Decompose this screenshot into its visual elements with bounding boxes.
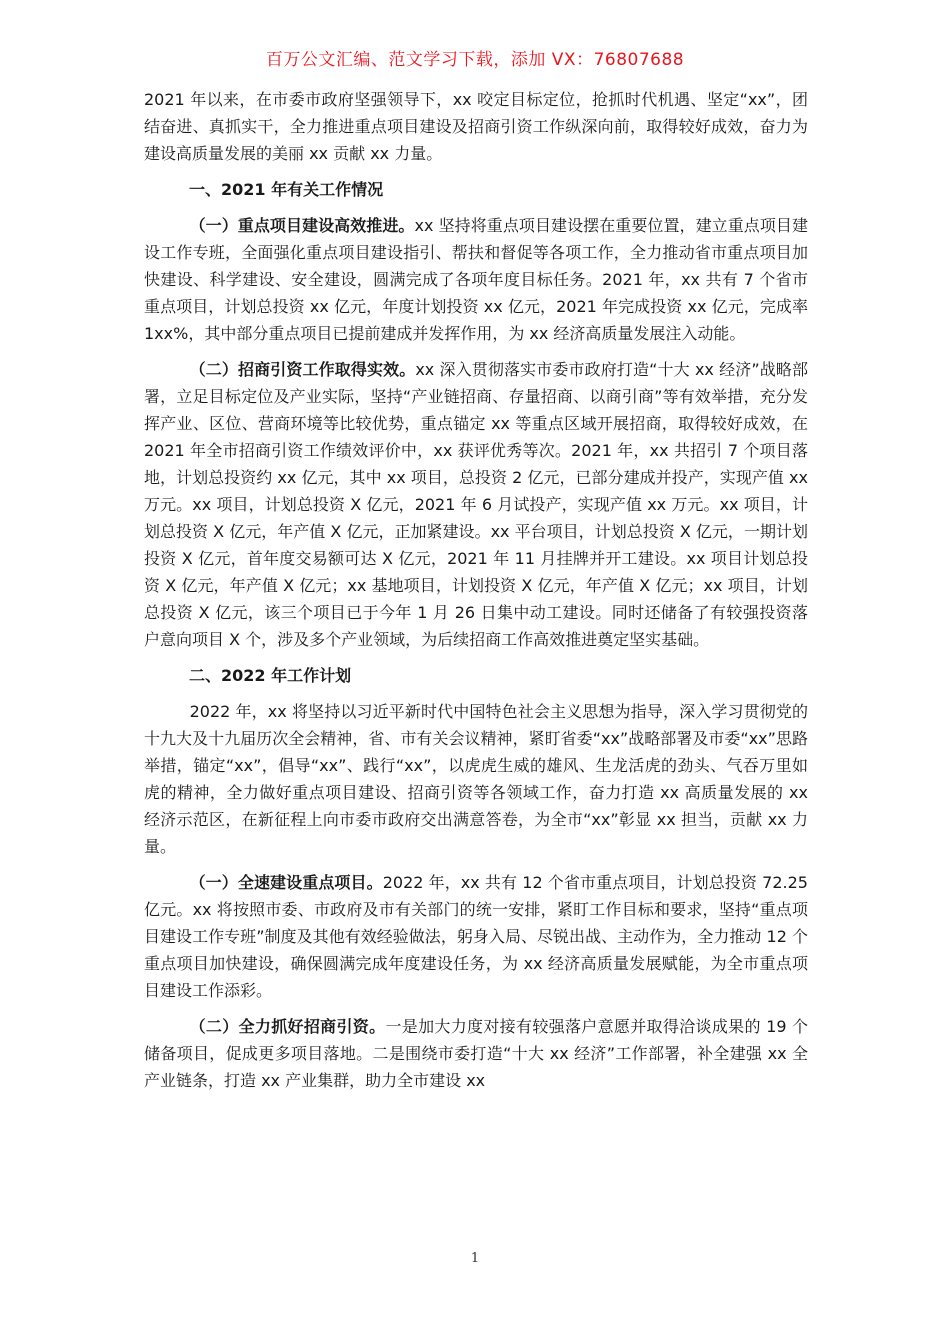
section-2-item-2-lead: （二）全力抓好招商引资。 <box>189 1017 386 1036</box>
page-number: 1 <box>470 1251 480 1266</box>
section-1-item-1-body: xx 坚持将重点项目建设摆在重要位置，建立重点项目建设工作专班，全面强化重点项目建设指引、帮扶和督促等各项工作，全力推动省市重点项目加快建设、科学建设、安全建设，圆满完成了各项年度目标任务。2021 年，xx 共有 7 个省市重点项目，计划总投资 xx 亿元，年度计划投资 xx 亿元，2021 年完成投资 xx 亿元，完成率 1xx%，其中部分重点项目已提前建成并发挥作用，为 xx 经济高质量发展注入动能。 <box>144 216 808 343</box>
watermark-banner: 百万公文汇编、范文学习下载，添加 VX：76807688 <box>265 50 685 70</box>
section-2-item-1-lead: （一）全速建设重点项目。 <box>189 873 383 892</box>
section-1-item-2-body: xx 深入贯彻落实市委市政府打造“十大 xx 经济”战略部署，立足目标定位及产业实际，坚持“产业链招商、存量招商、以商引商”等有效举措，充分发挥产业、区位、营商环境等比较优势，重点锚定 xx 等重点区域开展招商，取得较好成效，在 2021 年全市招商引资工作绩效评价中，xx 获评优秀等次。2021 年，xx 共招引 7 个项目落地，计划总投资约 xx 亿元，其中 xx 项目，总投资 2 亿元，已部分建成并投产，实现产值 xx 万元。xx 项目，计划总投资 X 亿元，2021 年 6 月试投产，实现产值 xx 万元。xx 项目，计划总投资 X 亿元，年产值 X 亿元，正加紧建设。xx 平台项目，计划总投资 X 亿元，一期计划投资 X 亿元，首年度交易额可达 X 亿元，2021 年 11 月挂牌并开工建设。xx 项目计划总投资 X 亿元，年产值 X 亿元；xx 基地项目，计划投资 X 亿元，年产值 X 亿元；xx 项目，计划总投资 X 亿元，该三个项目已于今年 1 月 26 日集中动工建设。同时还储备了有较强投资落户意向项目 X 个，涉及多个产业领域，为后续招商工作高效推进奠定坚实基础。 <box>144 360 808 649</box>
section-1-item-1-lead: （一）重点项目建设高效推进。 <box>189 216 415 235</box>
section-2-item-1-body: 2022 年，xx 共有 12 个省市重点项目，计划总投资 72.25 亿元。xx 将按照市委、市政府及市有关部门的统一安排，紧盯工作目标和要求，坚持“重点项目建设工作专班”制度及其他有效经验做法，躬身入局、尽锐出战、主动作为，全力推动 12 个重点项目加快建设，确保圆满完成年度建设任务，为 xx 经济高质量发展赋能，为全市重点项目建设工作添彩。 <box>144 873 808 1000</box>
section-1-item-1 <box>144 212 808 347</box>
section-1-item-2-lead: （二）招商引资工作取得实效。 <box>189 360 416 379</box>
document-body <box>144 86 808 1094</box>
intro-paragraph: 2021 年以来，在市委市政府坚强领导下，xx 咬定目标定位，抢抓时代机遇、坚定“xx”，团结奋进、真抓实干，全力推进重点项目建设及招商引资工作纵深向前，取得较好成效，奋力为建设高质量发展的美丽 xx 贡献 xx 力量。 <box>144 90 808 163</box>
section-2-item-2 <box>144 1013 808 1094</box>
section-2-item-2-body: 一是加大力度对接有较强落户意愿并取得洽谈成果的 19 个储备项目，促成更多项目落地。二是围绕市委打造“十大 xx 经济”工作部署，补全建强 xx 全产业链条，打造 xx 产业集群，助力全市建设 xx <box>144 1017 808 1090</box>
section-2-heading: 二、2022 年工作计划 <box>189 666 352 685</box>
section-1-item-2 <box>144 356 808 653</box>
section-2-intro: 2022 年，xx 将坚持以习近平新时代中国特色社会主义思想为指导，深入学习贯彻党的十九大及十九届历次全会精神，省、市有关会议精神，紧盯省委“xx”战略部署及市委“xx”思路举措，锚定“xx”，倡导“xx”、践行“xx”，以虎虎生威的雄风、生龙活虎的劲头、气吞万里如虎的精神，全力做好重点项目建设、招商引资等各领域工作，奋力打造 xx 高质量发展的 xx 经济示范区，在新征程上向市委市政府交出满意答卷，为全市“xx”彰显 xx 担当，贡献 xx 力量。 <box>144 702 808 856</box>
section-1-heading: 一、2021 年有关工作情况 <box>189 180 384 199</box>
section-2-item-1 <box>144 869 808 1004</box>
